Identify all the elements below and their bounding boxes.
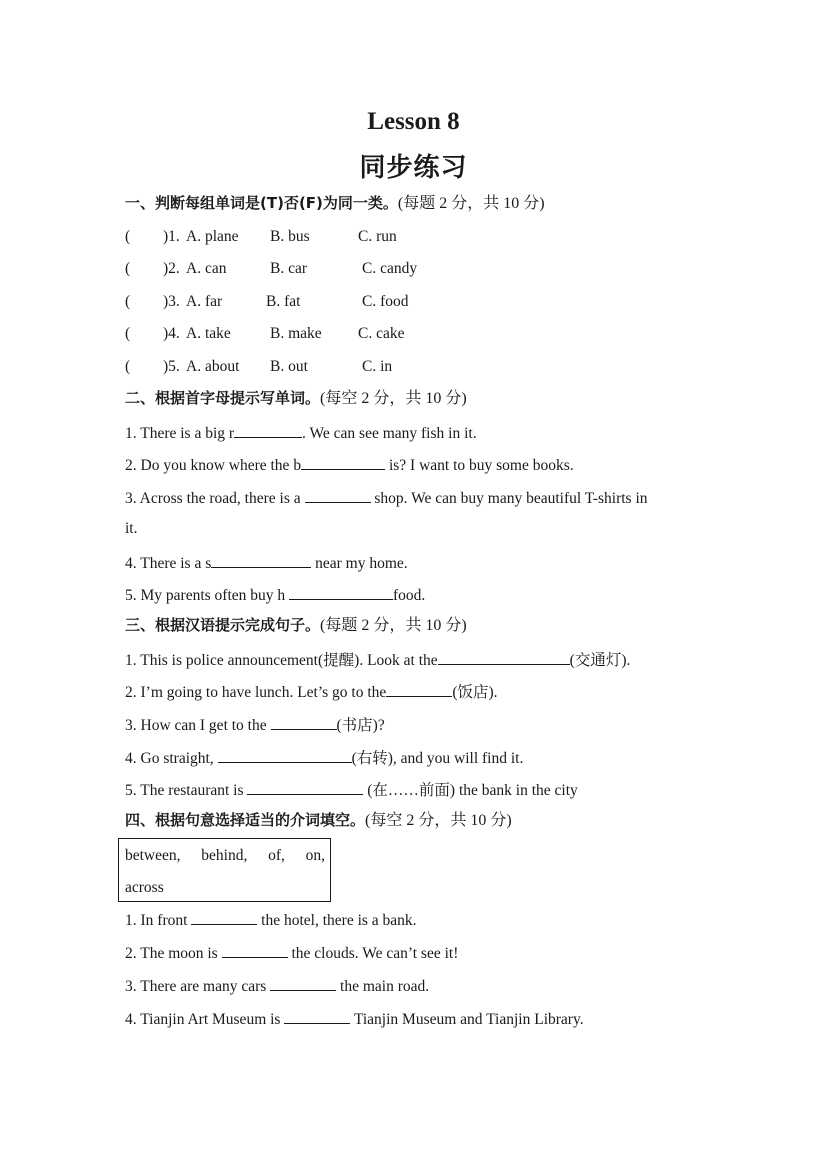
sentence-text: 5. My parents often buy h (125, 587, 290, 604)
word-bank-row (125, 879, 164, 897)
option-a: A. take (186, 325, 231, 342)
section-2-heading (125, 388, 467, 409)
s2-item-2 (125, 454, 574, 476)
answer-paren-close: )4. (163, 325, 180, 342)
sentence-text: shop. We can buy many beautiful T-shirts in (370, 490, 648, 507)
sentence-text: Tianjin Museum and Tianjin Library. (350, 1011, 584, 1028)
sentence-text: 4. Go straight, (125, 750, 218, 767)
sentence-text: (交通灯). (569, 652, 631, 669)
section-3-title: 三、根据汉语提示完成句子。 (125, 616, 321, 634)
answer-blank[interactable] (234, 422, 302, 438)
sentence-text: 3. Across the road, there is a (125, 490, 305, 507)
sentence-text: 2. Do you know where the b (125, 457, 302, 474)
word-bank-box (118, 838, 331, 902)
sentence-text: 1. In front (125, 912, 192, 929)
answer-paren-close: )2. (163, 260, 180, 277)
s2-item-3-cont: it. (125, 520, 138, 537)
section-1-score: (每题 2 分，共 10 分) (397, 195, 545, 212)
s4-item-3 (125, 975, 429, 997)
section-2-title: 二、根据首字母提示写单词。 (125, 389, 321, 407)
answer-blank[interactable] (271, 714, 337, 730)
answer-paren-open: ( (125, 228, 131, 245)
answer-blank[interactable] (438, 649, 570, 665)
option-a: A. can (186, 260, 227, 277)
sentence-text: 4. There is a s (125, 555, 212, 572)
answer-blank[interactable] (247, 779, 363, 795)
sentence-text: (在……前面) the bank in the city (363, 782, 578, 799)
sentence-text: 5. The restaurant is (125, 782, 248, 799)
option-c: C. run (358, 228, 397, 245)
page-title: Lesson 8 (367, 108, 460, 135)
sentence-text: (书店)? (336, 717, 385, 734)
option-b: B. bus (270, 228, 310, 245)
answer-paren-open: ( (125, 325, 131, 342)
option-c: C. cake (358, 325, 405, 342)
answer-blank[interactable] (305, 487, 371, 503)
sentence-text: . We can see many fish in it. (302, 425, 477, 442)
answer-blank[interactable] (211, 552, 311, 568)
answer-blank[interactable] (386, 681, 452, 697)
word-bank-item: across (125, 879, 164, 896)
sentence-text: 1. There is a big r (125, 425, 235, 442)
s2-item-1 (125, 422, 477, 444)
sentence-text: food. (393, 587, 426, 604)
s4-item-4 (125, 1008, 584, 1030)
s2-item-4 (125, 552, 408, 574)
answer-paren-open: ( (125, 358, 131, 375)
answer-blank[interactable] (289, 584, 393, 600)
sentence-text: (右转), and you will find it. (351, 750, 524, 767)
section-4-score: (每空 2 分，共 10 分) (365, 812, 512, 829)
sentence-text: 2. I’m going to have lunch. Let’s go to the (125, 684, 387, 701)
section-2-score: (每空 2 分，共 10 分) (320, 390, 467, 407)
answer-paren-close: )3. (163, 293, 180, 310)
s3-item-3 (125, 714, 385, 736)
option-c: C. in (362, 358, 393, 375)
sentence-text: the hotel, there is a bank. (257, 912, 417, 929)
s2-item-5 (125, 584, 425, 606)
sentence-text: 1. This is police announcement(提醒). Look at the (125, 652, 438, 669)
option-b: B. make (270, 325, 322, 342)
word-bank-item: of, (268, 847, 285, 864)
answer-blank[interactable] (284, 1008, 350, 1024)
section-4-title: 四、根据句意选择适当的介词填空。 (125, 811, 366, 829)
answer-blank[interactable] (218, 747, 352, 763)
sentence-text: the clouds. We can’t see it! (287, 945, 459, 962)
s2-item-3 (125, 487, 648, 509)
section-3-heading (125, 615, 467, 636)
option-b: B. out (270, 358, 308, 375)
sentence-text: is? I want to buy some books. (385, 457, 574, 474)
page-subtitle: 同步练习 (359, 153, 468, 182)
s3-item-1 (125, 649, 630, 671)
s4-item-2 (125, 942, 458, 964)
sentence-text: (饭店). (452, 684, 498, 701)
option-a: A. plane (186, 228, 239, 245)
word-bank-item: between, (125, 847, 181, 864)
s3-item-4 (125, 747, 523, 769)
option-b: B. fat (266, 293, 301, 310)
option-b: B. car (270, 260, 308, 277)
s3-item-2 (125, 681, 498, 703)
sentence-text: 3. How can I get to the (125, 717, 271, 734)
word-bank-item: on, (305, 847, 325, 864)
sentence-text: 2. The moon is (125, 945, 222, 962)
section-1-title: 一、判断每组单词是(T)否(F)为同一类。 (125, 194, 398, 212)
answer-blank[interactable] (270, 975, 336, 991)
answer-paren-open: ( (125, 293, 131, 310)
sentence-text: 3. There are many cars (125, 978, 271, 995)
option-a: A. about (186, 358, 240, 375)
option-a: A. far (186, 293, 223, 310)
answer-paren-open: ( (125, 260, 131, 277)
answer-blank[interactable] (301, 454, 385, 470)
section-4-heading (125, 810, 512, 831)
option-c: C. food (362, 293, 409, 310)
option-c: C. candy (362, 260, 418, 277)
answer-blank[interactable] (222, 942, 288, 958)
word-bank-row (125, 847, 325, 865)
answer-paren-close: )1. (163, 228, 180, 245)
sentence-text: 4. Tianjin Art Museum is (125, 1011, 285, 1028)
answer-blank[interactable] (191, 909, 257, 925)
section-1-heading (125, 193, 545, 214)
s4-item-1 (125, 909, 417, 931)
s3-item-5 (125, 779, 578, 801)
sentence-text: near my home. (311, 555, 408, 572)
section-3-score: (每题 2 分，共 10 分) (320, 617, 467, 634)
answer-paren-close: )5. (163, 358, 180, 375)
word-bank-item: behind, (201, 847, 248, 864)
sentence-text: the main road. (336, 978, 430, 995)
